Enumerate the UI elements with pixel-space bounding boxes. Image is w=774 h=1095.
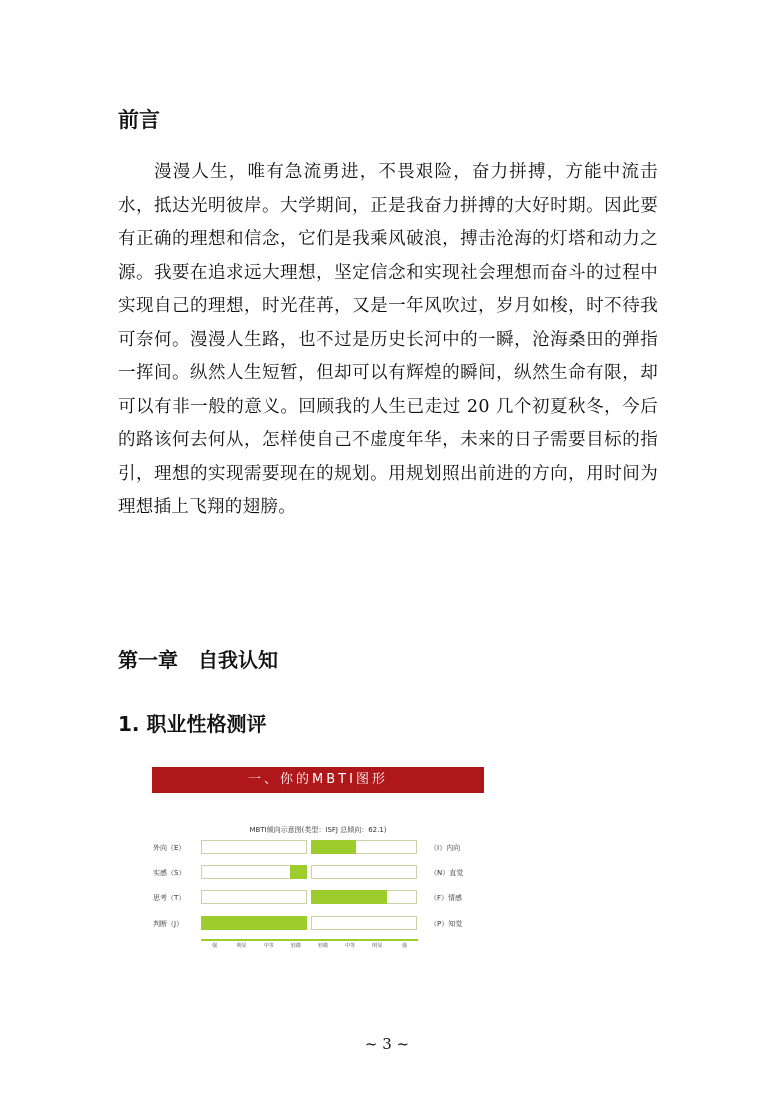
track-right-half: [311, 916, 417, 930]
mbti-banner: 一、你的MBTI图形: [152, 767, 484, 793]
scale-tick-label: 中等: [345, 943, 356, 949]
row-track: [201, 890, 418, 904]
preference-bar: [311, 840, 356, 854]
page-number: ~ 3 ~: [364, 1035, 410, 1053]
chapter-heading: 第一章 自我认知: [118, 648, 278, 672]
scale-tick-label: 轻微: [290, 943, 301, 949]
row-label-right: （F）情感: [430, 894, 463, 902]
preference-bar: [290, 865, 307, 879]
scale-tick-label: 中等: [263, 943, 274, 949]
preference-bar: [201, 916, 307, 930]
scale-tick-label: 强: [212, 943, 218, 949]
row-track: [201, 865, 418, 879]
scale-tick-label: 明显: [236, 943, 247, 949]
track-left-half: [201, 890, 307, 904]
row-label-right: （P）知觉: [430, 920, 463, 928]
row-label-left: 外向（E）: [153, 844, 186, 852]
preface-paragraph: [118, 156, 658, 525]
preference-bar: [311, 890, 387, 904]
scale-tick-label: 明显: [372, 943, 383, 949]
preface-heading: 前言: [118, 108, 160, 132]
row-track: [201, 840, 418, 854]
row-label-left: 思考（T）: [153, 894, 186, 902]
row-track: [201, 916, 418, 930]
track-left-half: [201, 840, 307, 854]
chart-title: MBTI倾向示意图(类型：ISFJ 总倾向：62.1): [249, 826, 387, 834]
mbti-chart: [148, 822, 488, 954]
row-label-right: （N）直觉: [430, 869, 464, 877]
preface-body: 漫漫人生，唯有急流勇进，不畏艰险，奋力拼搏，方能中流击水，抵达光明彼岸。大学期间，正是我奋力拼搏的大好时期。因此要有正确的理想和信念，它们是我乘风破浪，搏击沧海的灯塔和动力之源。我要在追求远大理想，坚定信念和实现社会理想而奋斗的过程中实现自己的理想，时光荏苒，又是一年风吹过，岁月如梭，时不待我可奈何。漫漫人生路，也不过是历史长河中的一瞬，沧海桑田的弹指一挥间。纵然人生短暂，但却可以有辉煌的瞬间，纵然生命有限，却可以有非一般的意义。回顾我的人生已走过 20 几个初夏秋冬，今后的路该何去何从，怎样使自己不虚度年华，未来的日子需要目标的指引，理想的实现需要现在的规划。用规划照出前进的方向，用时间为理想插上飞翔的翅膀。: [118, 162, 658, 517]
section-heading: 1. 职业性格测评: [118, 712, 267, 736]
scale-tick-label: 轻微: [318, 943, 329, 949]
row-label-right: （I）内向: [430, 844, 461, 852]
row-label-left: 实感（S）: [153, 869, 186, 877]
chart-scale: [201, 939, 418, 951]
row-label-left: 判断（J）: [153, 920, 184, 928]
scale-tick-label: 强: [401, 943, 407, 949]
track-right-half: [311, 865, 417, 879]
